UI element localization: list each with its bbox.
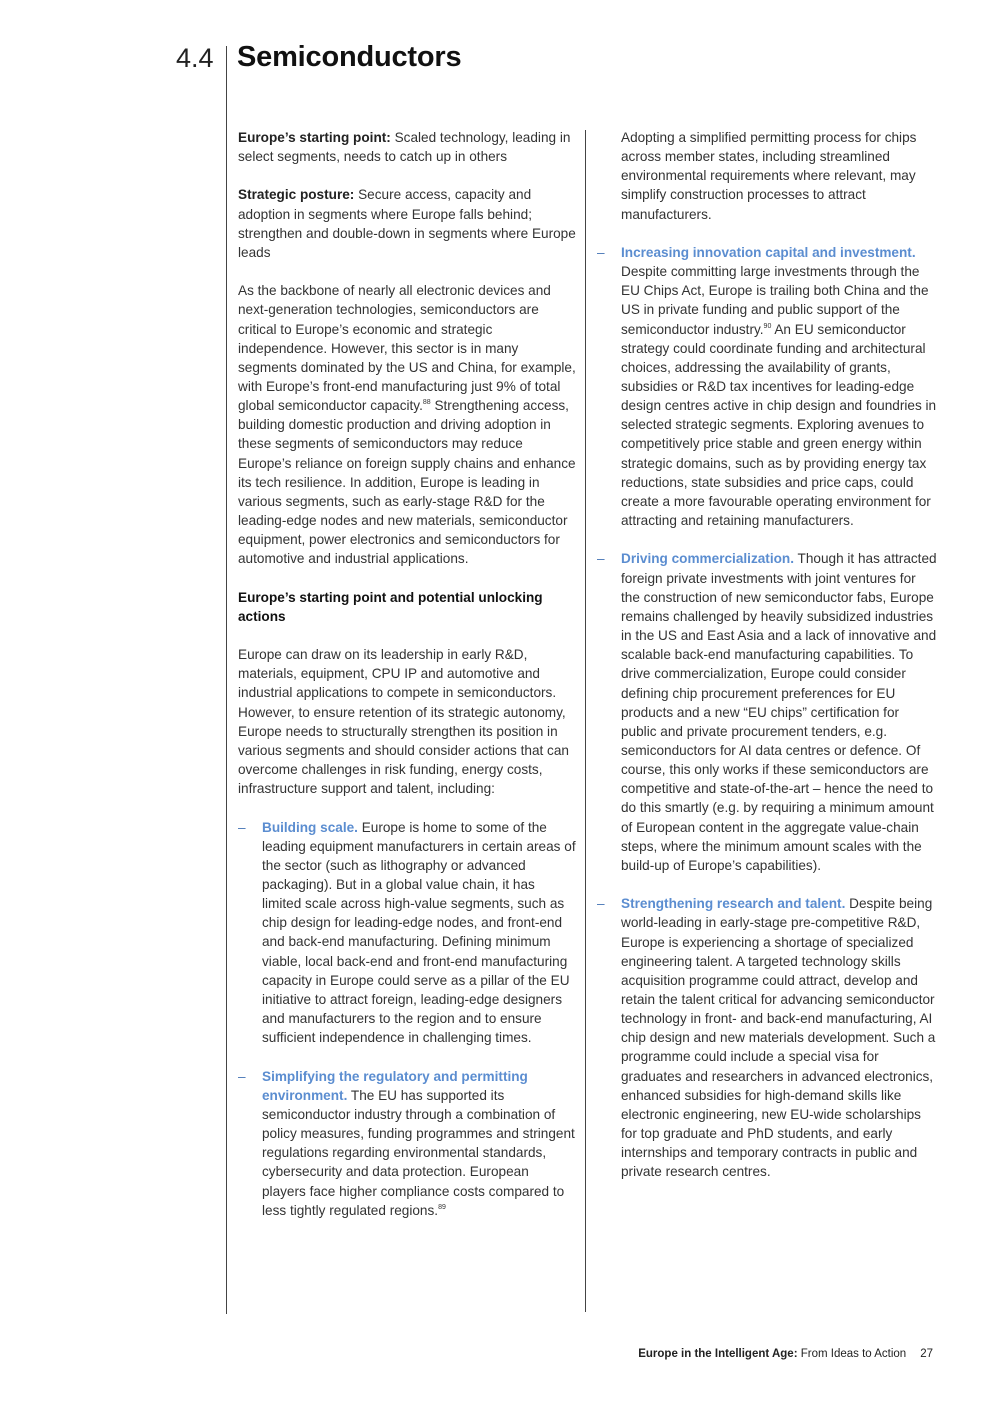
page-number: 27 [920, 1348, 933, 1360]
leadership-paragraph: Europe can draw on its leadership in early R&D, materials, equipment, CPU IP and automotive and industrial applications to compete in semiconductors. However, to ensure retention of its strategic autonomy, Europe needs to structurally strengthen its position in various segments and should consider actions that can overcome challenges in risk funding, energy costs, infrastructure support and talent, including: [238, 647, 569, 797]
bullet-dash: – [597, 896, 605, 912]
bullet-commercialization [597, 549, 937, 875]
page-footer [638, 1346, 933, 1362]
bullet-title: Simplifying the regulatory and permitting environment. [262, 1068, 528, 1103]
bullet-title: Increasing innovation capital and investment. [621, 244, 916, 260]
footer-report-title: Europe in the Intelligent Age: [638, 1348, 798, 1360]
starting-point-paragraph [238, 128, 576, 166]
intro-text-b: Strengthening access, building domestic production and driving adoption in these segments of semiconductors may reduce Europe’s reliance on foreign supply chains and enhance its tech resilience. In addition, Europe is leading in various segments, such as early-stage R&D for the leading-edge nodes and new materials, semiconductor equipment, power electronics and semiconductors for automotive and industrial applications. [238, 398, 576, 567]
left-rule-divider [226, 46, 227, 1314]
footer-report-subtitle: From Ideas to Action [797, 1348, 907, 1360]
bullet-text-b: An EU semiconductor strategy could coordinate funding and architectural choices, addressing the availability of grants, subsidies or R&D tax incentives for leading-edge design centres active in chip design and foundries in selected strategic segments. Exploring avenues to competitively price stable and green energy within strategic domains, such as by providing energy tax reductions, state subsidies and price caps, could create a more favourable operating environment for attracting and retaining manufacturers. [621, 321, 937, 529]
bullet-title: Strengthening research and talent. [621, 896, 846, 912]
bullet-text: The EU has supported its semiconductor industry through a combination of policy measures, funding programmes and stringent regulations regarding environmental standards, cybersecurity and data protection. European players face higher compliance costs compared to less tightly regulated regions. [262, 1087, 575, 1218]
left-column [238, 128, 576, 1239]
regulatory-continuation: Adopting a simplified permitting process for chips across member states, including streamlined environmental requirements where relevant, may simplify construction processes to attract manufacturers. [621, 130, 917, 222]
bullet-research-talent [597, 894, 937, 1181]
bullet-regulatory [238, 1067, 576, 1220]
strategic-posture-text: Secure access, capacity and adoption in segments where Europe falls behind; strengthen and double-down in segments where Europe leads [238, 187, 576, 260]
column-divider [585, 130, 586, 1312]
bullet-text-a: Despite being world-leading in early-stage pre-competitive R&D, Europe is experiencing a shortage of specialized engineering talent. A targeted technology skills acquisition programme could attract, develop and retain the talent critical for advancing semiconductor technology in front- and back-end manufacturing, AI chip design and new materials development. Such a programme could include a special visa for graduates and researchers in advanced electronics, enhanced subsidies for high-demand skills like electronic engineering, new EU-wide scholarships for top graduate and PhD students, and early internships and temporary contracts in public and private research centres. [621, 896, 936, 1180]
intro-paragraph [238, 281, 576, 568]
bullet-building-scale [238, 818, 576, 1048]
bullet-title: Driving commercialization. [621, 551, 794, 567]
bullet-dash: – [238, 819, 246, 835]
bullet-dash: – [238, 1068, 246, 1084]
footnote-marker: 89 [438, 1203, 446, 1211]
section-title: Semiconductors [237, 41, 462, 73]
bullet-dash: – [597, 244, 605, 260]
starting-point-text: Scaled technology, leading in select segments, needs to catch up in others [238, 130, 571, 165]
footnote-marker: 88 [422, 399, 431, 407]
bullet-dash: – [597, 551, 605, 567]
section-number: 4.4 [176, 43, 214, 73]
subsection-heading: Europe’s starting point and potential unlocking actions [238, 589, 543, 624]
starting-point-label: Europe’s starting point: [238, 130, 391, 145]
section-header [0, 0, 992, 100]
intro-text-a: As the backbone of nearly all electronic devices and next-generation technologies, semiconductors are critical to Europe’s economic and strategic independence. However, this sector is in many segments dominated by the US and China, for example, with Europe’s front-end manufacturing just 9% of total global semiconductor capacity. [238, 283, 576, 414]
bullet-text: Europe is home to some of the leading equipment manufacturers in certain areas of the sector (such as lithography or advanced packaging). But in a global value chain, it has limited scale across high-value segments, such as chip design for leading-edge nodes, and front-end and back-end manufacturing. Defining minimum viable, local back-end and front-end manufacturing capacity in Europe could serve as a pillar of the EU initiative to attract foreign, leading-edge designers and manufacturers to the region and to ensure sufficient independence in challenging times. [262, 819, 576, 1046]
bullet-text-a: Though it has attracted foreign private investments with joint ventures for the construction of new semiconductor fabs, Europe remains challenged by heavily subsidized industries in the US and East Asia and a lack of innovative and scalable back-end manufacturing capabilities. To drive commercialization, Europe could consider defining chip procurement preferences for EU products and a new “EU chips” certification for public and private procurement tenders, e.g. semiconductors for AI data centres or defence. Of course, this only works if these semiconductors are competitive and state-of-the-art – hence the need to do this smartly (e.g. by requiring a minimum amount of European content in the aggregate value-chain steps, where the minimum amount scales with the build-up of Europe’s capabilities). [621, 551, 937, 873]
bullet-title: Building scale. [262, 819, 358, 835]
bullet-innovation-capital [597, 243, 937, 530]
strategic-posture-label: Strategic posture: [238, 187, 355, 203]
strategic-posture-paragraph [238, 185, 576, 262]
right-column [597, 128, 937, 1201]
bullet-text-a: Despite committing large investments through the EU Chips Act, Europe is trailing both China and the US in private funding and public support of the semiconductor industry. [621, 264, 929, 337]
footnote-marker: 90 [763, 322, 772, 330]
